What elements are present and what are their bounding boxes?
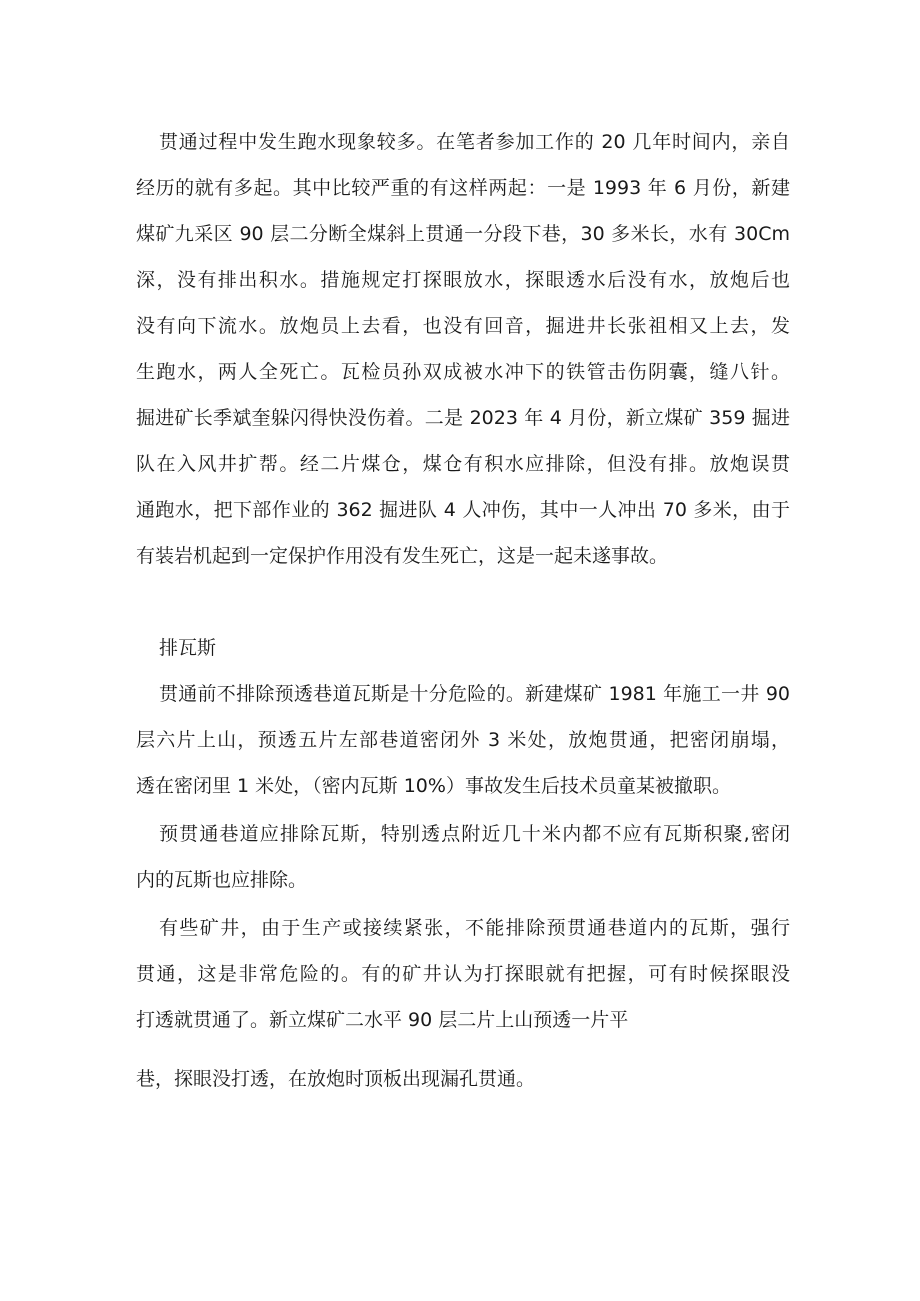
paragraph-1-line-6: 生跑水，两人全死亡。瓦检员孙双成被水冲下的铁管击伤阴囊，缝八针。 bbox=[136, 361, 790, 383]
paragraph-1-line-5: 没有向下流水。放炮员上去看，也没有回音，掘进井长张祖相又上去，发 bbox=[136, 315, 790, 337]
paragraph-4-line-1: 有些矿井，由于生产或接续紧张，不能排除预贯通巷道内的瓦斯，强行 bbox=[159, 917, 790, 939]
paragraph-1-line-2: 经历的就有多起。其中比较严重的有这样两起：一是 1993 年 6 月份，新建 bbox=[136, 177, 790, 199]
paragraph-4-line-4: 巷，探眼没打透，在放炮时顶板出现漏孔贯通。 bbox=[136, 1068, 536, 1090]
paragraph-1-line-7: 掘进矿长季斌奎躲闪得快没伤着。二是 2023 年 4 月份，新立煤矿 359 掘进 bbox=[136, 407, 790, 429]
paragraph-2-line-1: 贯通前不排除预透巷道瓦斯是十分危险的。新建煤矿 1981 年施工一井 90 bbox=[159, 683, 790, 705]
paragraph-1-line-10: 有装岩机起到一定保护作用没有发生死亡，这是一起未遂事故。 bbox=[136, 545, 669, 567]
section-heading: 排瓦斯 bbox=[159, 637, 217, 659]
paragraph-1-line-9: 通跑水，把下部作业的 362 掘进队 4 人冲伤，其中一人冲出 70 多米，由于 bbox=[136, 499, 790, 521]
paragraph-1-line-1: 贯通过程中发生跑水现象较多。在笔者参加工作的 20 几年时间内，亲自 bbox=[159, 131, 790, 153]
paragraph-1-line-4: 深，没有排出积水。措施规定打探眼放水，探眼透水后没有水，放炮后也 bbox=[136, 269, 790, 291]
paragraph-4-line-3: 打透就贯通了。新立煤矿二水平 90 层二片上山预透一片平 bbox=[136, 1009, 629, 1031]
paragraph-1-line-3: 煤矿九采区 90 层二分断全煤斜上贯通一分段下巷，30 多米长，水有 30Cm bbox=[136, 223, 790, 245]
paragraph-2-line-2: 层六片上山，预透五片左部巷道密闭外 3 米处，放炮贯通，把密闭崩塌， bbox=[136, 729, 790, 751]
paragraph-3-line-2: 内的瓦斯也应排除。 bbox=[136, 869, 308, 891]
paragraph-3-line-1: 预贯通巷道应排除瓦斯，特别透点附近几十米内都不应有瓦斯积聚,密闭 bbox=[159, 823, 790, 845]
paragraph-4-line-2: 贯通，这是非常危险的。有的矿井认为打探眼就有把握，可有时候探眼没 bbox=[136, 963, 790, 985]
paragraph-2-line-3: 透在密闭里 1 米处，（密内瓦斯 10%）事故发生后技术员童某被撤职。 bbox=[136, 775, 731, 797]
paragraph-1-line-8: 队在入风井扩帮。经二片煤仓，煤仓有积水应排除，但没有排。放炮误贯 bbox=[136, 453, 790, 475]
